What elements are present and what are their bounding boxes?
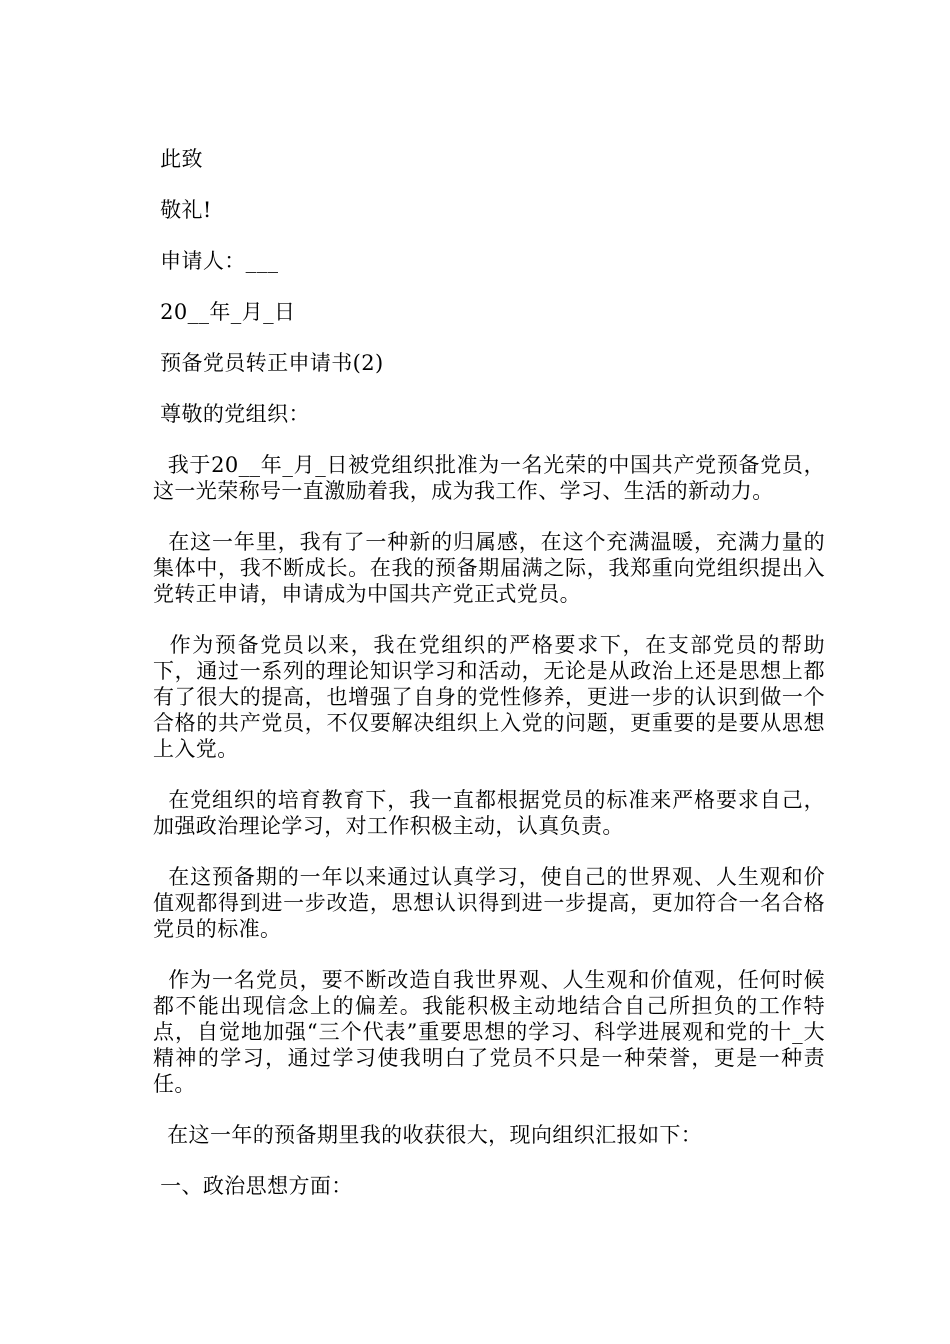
- section-heading: 一、政治思想方面：: [153, 1174, 353, 1198]
- paragraph: 在这预备期的一年以来通过认真学习，使自己的世界观、人生观和价值观都得到进一步改造，思想认识得到进一步提高，更加符合一名合格党员的标准。: [153, 865, 826, 941]
- paragraph: 在这一年的预备期里我的收获很大，现向组织汇报如下：: [153, 1123, 703, 1147]
- paragraph: 在这一年里，我有了一种新的归属感，在这个充满温暖，充满力量的集体中，我不断成长。在我的预备期届满之际，我郑重向党组织提出入党转正申请，申请成为中国共产党正式党员。: [153, 530, 826, 606]
- paragraph: 作为预备党员以来，我在党组织的严格要求下，在支部党员的帮助下，通过一系列的理论知识学习和活动，无论是从政治上还是思想上都有了很大的提高，也增强了自身的党性修养，更进一步的认识到做一个合格的共产党员，不仅要解决组织上入党的问题，更重要的是要从思想上入党。: [153, 633, 825, 761]
- applicant-line: 申请人：___: [153, 249, 279, 273]
- paragraph: 作为一名党员，要不断改造自我世界观、人生观和价值观，任何时候都不能出现信念上的偏差。我能积极主动地结合自己所担负的工作特点，自觉地加强“三个代表”重要思想的学习、科学进展观和党的十_大精神的学习，通过学习使我明白了党员不只是一种荣誉，更是一种责任。: [153, 968, 826, 1096]
- document-title: 预备党员转正申请书(2): [153, 351, 384, 375]
- paragraph: 我于20__年_月_日被党组织批准为一名光荣的中国共产党预备党员，这一光荣称号一直激励着我，成为我工作、学习、生活的新动力。: [153, 453, 825, 503]
- greeting-line: 尊敬的党组织：: [153, 402, 310, 426]
- salutation-end-line: 敬礼!: [153, 198, 212, 222]
- document-body: [153, 146, 825, 1224]
- closing-line: 此致: [153, 147, 203, 171]
- paragraph: 在党组织的培育教育下，我一直都根据党员的标准来严格要求自己，加强政治理论学习，对工作积极主动，认真负责。: [153, 788, 826, 838]
- date-line: 20__年_月_日: [153, 300, 296, 324]
